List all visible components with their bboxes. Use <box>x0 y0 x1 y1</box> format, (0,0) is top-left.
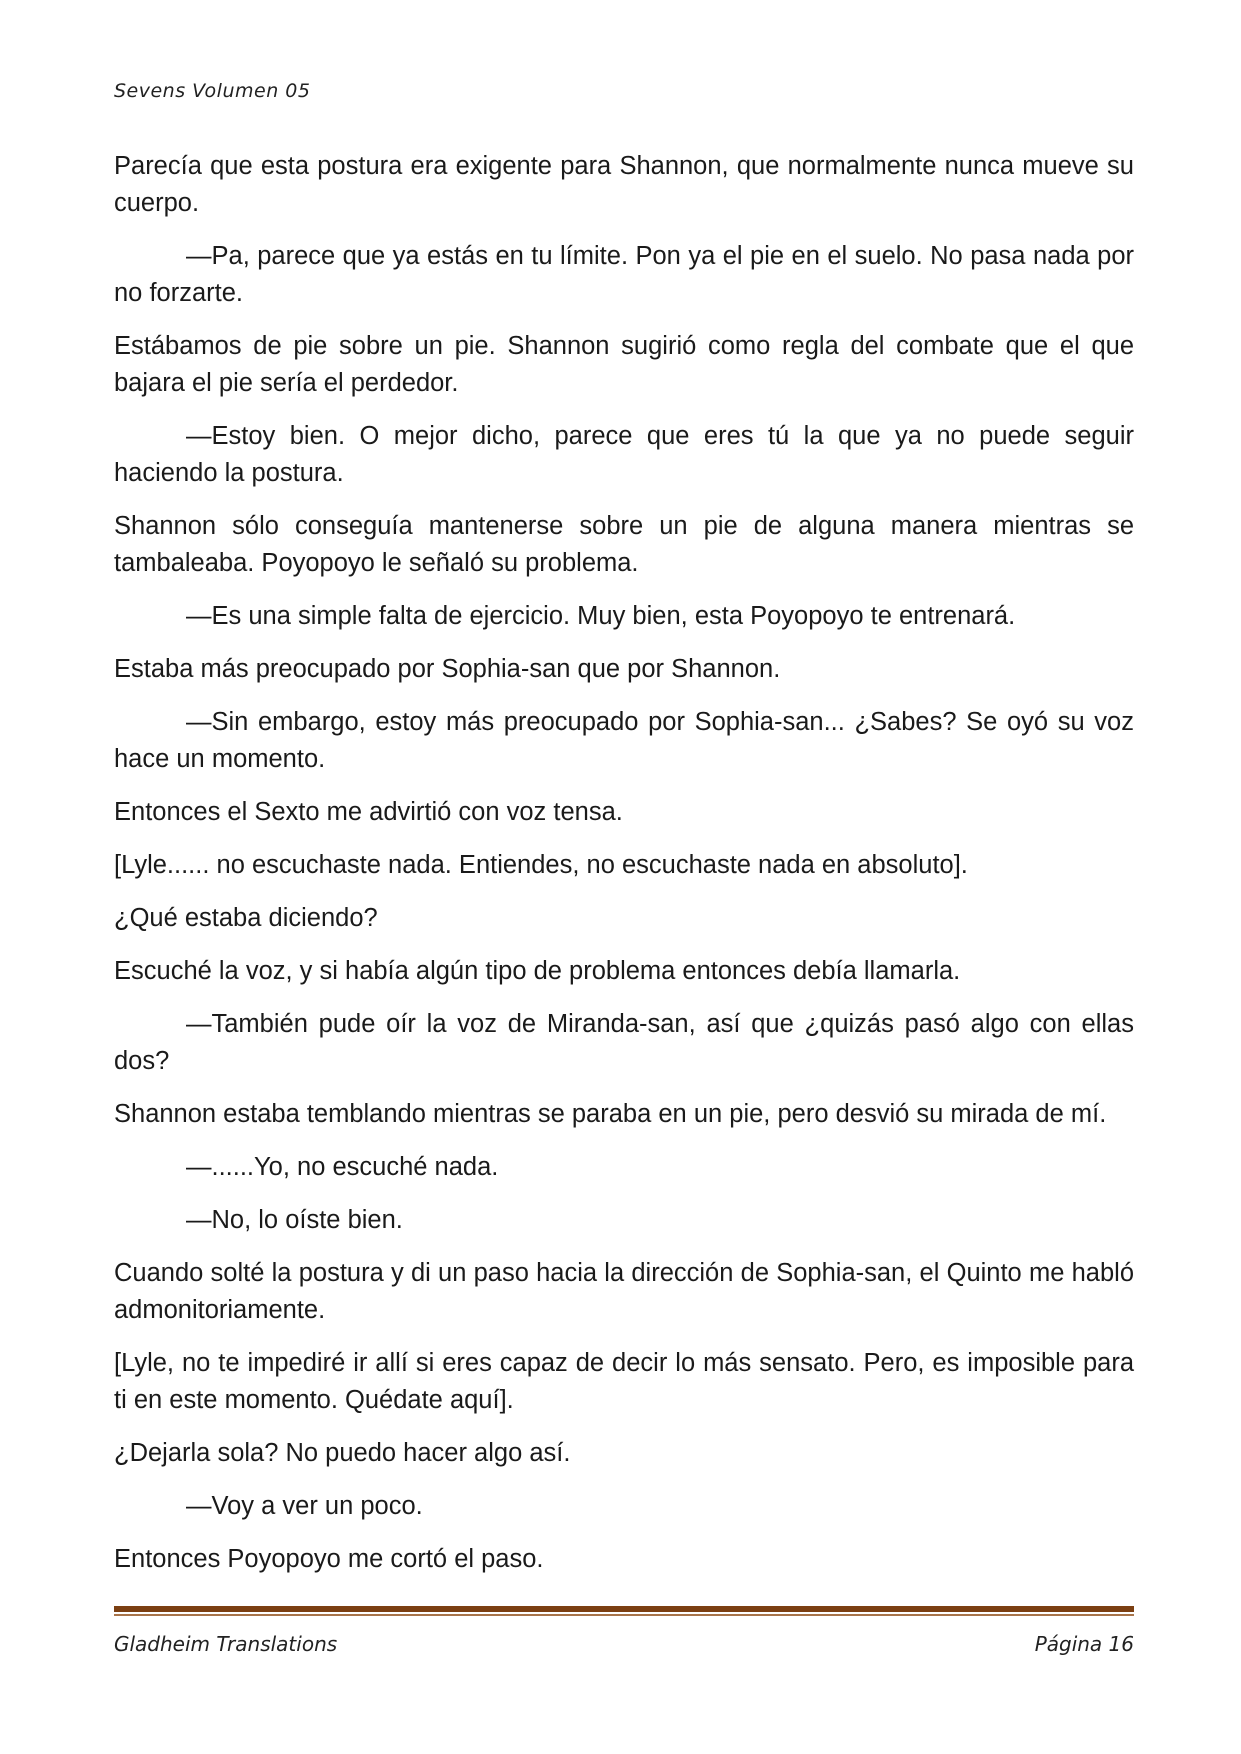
page-body <box>114 148 1134 1594</box>
paragraph: —Voy a ver un poco. <box>186 1492 423 1520</box>
page-number: Página 16 <box>1034 1632 1134 1656</box>
paragraph: —Pa, parece que ya estás en tu límite. Pon ya el pie en el suelo. No pasa nada por no forzarte. <box>114 242 1134 307</box>
paragraph: [Lyle, no te impediré ir allí si eres capaz de decir lo más sensato. Pero, es imposible para ti en este momento. Quédate aquí]. <box>114 1349 1134 1414</box>
paragraph: [Lyle...... no escuchaste nada. Entiendes, no escuchaste nada en absoluto]. <box>114 851 968 879</box>
paragraph: Estábamos de pie sobre un pie. Shannon sugirió como regla del combate que el que bajara el pie sería el perdedor. <box>114 332 1134 397</box>
paragraph: —Sin embargo, estoy más preocupado por Sophia-san... ¿Sabes? Se oyó su voz hace un momento. <box>114 708 1134 773</box>
paragraph: Shannon sólo conseguía mantenerse sobre un pie de alguna manera mientras se tambaleaba. Poyopoyo le señaló su problema. <box>114 512 1134 577</box>
paragraph: Escuché la voz, y si había algún tipo de problema entonces debía llamarla. <box>114 957 961 985</box>
paragraph: —No, lo oíste bien. <box>186 1206 403 1234</box>
paragraph: —Es una simple falta de ejercicio. Muy bien, esta Poyopoyo te entrenará. <box>186 602 1016 630</box>
paragraph: Entonces el Sexto me advirtió con voz tensa. <box>114 798 623 826</box>
paragraph: ¿Qué estaba diciendo? <box>114 904 378 932</box>
paragraph: —Estoy bien. O mejor dicho, parece que eres tú la que ya no puede seguir haciendo la postura. <box>114 422 1134 487</box>
running-header: Sevens Volumen 05 <box>114 80 311 102</box>
paragraph: Entonces Poyopoyo me cortó el paso. <box>114 1545 544 1573</box>
paragraph: Estaba más preocupado por Sophia-san que por Shannon. <box>114 655 781 683</box>
paragraph: ¿Dejarla sola? No puedo hacer algo así. <box>114 1439 571 1467</box>
paragraph: —También pude oír la voz de Miranda-san, así que ¿quizás pasó algo con ellas dos? <box>114 1010 1134 1075</box>
paragraph: Cuando solté la postura y di un paso hacia la dirección de Sophia-san, el Quinto me habló admonitoriamente. <box>114 1259 1134 1324</box>
paragraph: —......Yo, no escuché nada. <box>186 1153 499 1181</box>
footer-divider <box>114 1606 1134 1616</box>
footer-publisher: Gladheim Translations <box>114 1632 338 1656</box>
paragraph: Parecía que esta postura era exigente para Shannon, que normalmente nunca mueve su cuerpo. <box>114 152 1134 217</box>
paragraph: Shannon estaba temblando mientras se paraba en un pie, pero desvió su mirada de mí. <box>114 1100 1107 1128</box>
